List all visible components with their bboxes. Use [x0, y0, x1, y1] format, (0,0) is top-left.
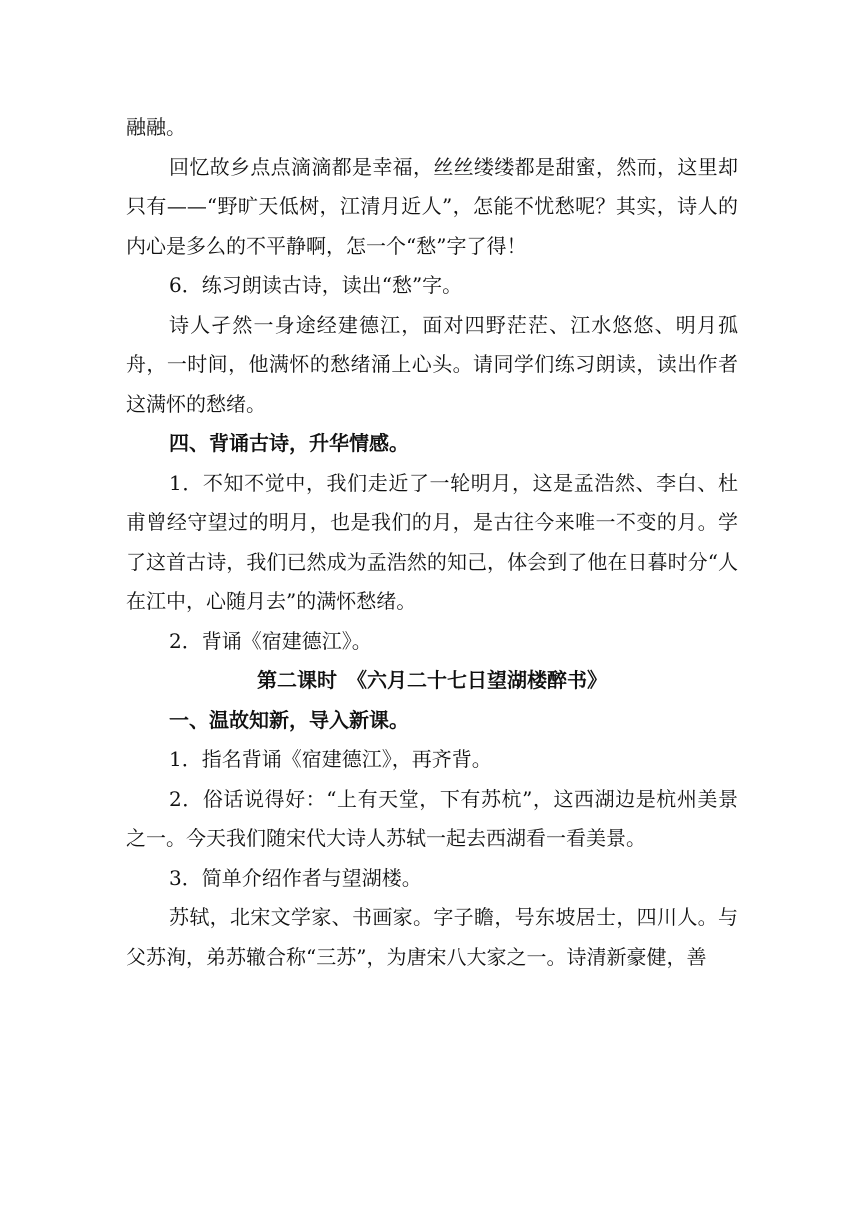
step-2-proverb: 2．俗话说得好：“上有天堂，下有苏杭”，这西湖边是杭州美景之一。今天我们随宋代大诗人苏轼一起去西湖看一看美景。	[126, 786, 738, 850]
paragraph-reflection: 回忆故乡点点滴滴都是幸福，丝丝缕缕都是甜蜜，然而，这里却只有——“野旷天低树，江清月近人”，怎能不忧愁呢？其实，诗人的内心是多么的不平静啊，怎一个“愁”字了得！	[126, 154, 738, 258]
step-2-recite: 2．背诵《宿建德江》。	[169, 628, 372, 653]
step-6-practice-reading: 6．练习朗读古诗，读出“愁”字。	[169, 273, 463, 297]
section-heading-recite: 四、背诵古诗，升华情感。	[169, 431, 409, 455]
section-heading-review: 一、温故知新，导入新课。	[169, 707, 409, 732]
document-body	[126, 108, 738, 977]
paragraph-poet-journey: 诗人孑然一身途经建德江，面对四野茫茫、江水悠悠、明月孤舟，一时间，他满怀的愁绪涌上心头。请同学们练习朗读，读出作者这满怀的愁绪。	[126, 312, 738, 416]
lesson-title: 第二课时 《六月二十七日望湖楼醉书》	[257, 668, 607, 692]
step-1-review-recite: 1．指名背诵《宿建德江》，再齐背。	[169, 747, 492, 771]
paragraph-su-shi-bio: 苏轼，北宋文学家、书画家。字子瞻，号东坡居士，四川人。与父苏洵，弟苏辙合称“三苏”，为唐宋八大家之一。诗清新豪健，善	[126, 905, 738, 969]
step-1-moon: 1．不知不觉中，我们走近了一轮明月，这是孟浩然、李白、杜甫曾经守望过的明月，也是我们的月，是古往今来唯一不变的月。学了这首古诗，我们已然成为孟浩然的知己，体会到了他在日暮时分“人在江中，心随月去”的满怀愁绪。	[126, 470, 738, 613]
paragraph-continuation: 融融。	[126, 115, 186, 139]
step-3-intro-author: 3．简单介绍作者与望湖楼。	[169, 865, 422, 890]
